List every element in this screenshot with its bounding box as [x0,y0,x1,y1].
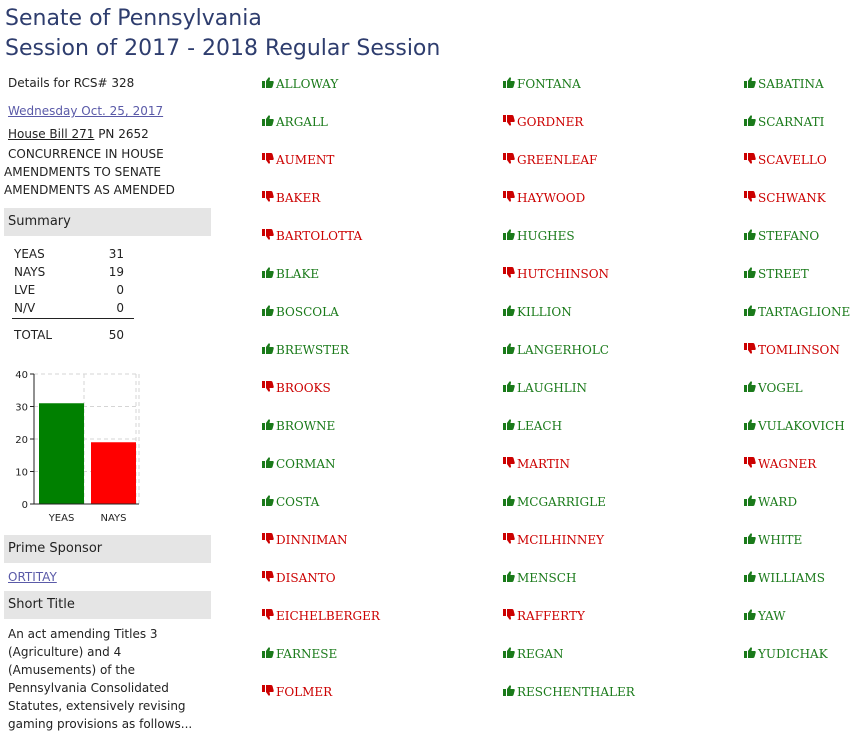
thumbs-down-icon [503,267,517,281]
senator-vote-corman [262,457,336,471]
senator-vote-vulakovich [744,419,845,433]
senator-vote-folmer [262,685,332,699]
bar-yeas [39,403,84,504]
senator-vote-hutchinson [503,267,609,281]
title-line-2: Session of 2017 - 2018 Regular Session [5,36,441,61]
senator-vote-boscola [262,305,339,319]
thumbs-up-icon [262,495,276,509]
thumbs-down-icon [744,153,758,167]
summary-yeas-value: 31 [108,247,124,261]
senator-name: TARTAGLIONE [758,305,851,319]
senator-name: VOGEL [758,381,803,395]
senator-vote-tomlinson [744,343,840,357]
senator-vote-argall [262,115,328,129]
senator-vote-laughlin [503,381,587,395]
senator-name: GREENLEAF [517,153,598,167]
x-tick-label: NAYS [100,513,127,524]
senator-vote-stefano [744,229,819,243]
senator-name: WHITE [758,533,803,547]
y-tick-label: 30 [15,402,28,414]
senator-vote-fontana [503,77,581,91]
y-tick-label: 20 [15,435,28,446]
thumbs-up-icon [503,77,517,91]
senator-vote-mcilhinney [503,533,604,547]
senator-name: SCAVELLO [758,153,827,167]
thumbs-up-icon [503,419,517,433]
senator-vote-ward [744,495,797,509]
senator-name: GORDNER [517,115,584,129]
summary-lve-label: LVE [14,283,36,297]
thumbs-down-icon [262,533,276,547]
senator-vote-greenleaf [503,153,597,167]
senator-name: EICHELBERGER [276,609,380,623]
senator-vote-regan [503,647,564,661]
senator-name: LAUGHLIN [517,381,588,395]
senator-name: ALLOWAY [276,77,339,91]
thumbs-up-icon [744,229,758,243]
senator-name: COSTA [276,495,320,509]
senator-name: STEFANO [758,229,820,243]
senator-name: ARGALL [276,115,328,129]
senator-vote-mensch [503,571,576,585]
senator-name: SCARNATI [758,115,825,129]
senator-vote-williams [744,571,825,585]
vote-bar-chart [4,365,154,530]
summary-nays-value: 19 [108,265,124,279]
thumbs-down-icon [503,533,517,547]
thumbs-up-icon [503,229,517,243]
thumbs-up-icon [744,609,758,623]
senator-vote-white [744,533,802,547]
thumbs-up-icon [262,647,276,661]
thumbs-up-icon [744,533,758,547]
senator-vote-brooks [262,381,331,395]
thumbs-up-icon [262,419,276,433]
summary-total-value: 50 [108,328,124,342]
senator-vote-hughes [503,229,575,243]
x-tick-label: YEAS [48,513,75,524]
senator-name: FONTANA [517,77,581,91]
senator-name: MCGARRIGLE [517,495,606,509]
senator-vote-vogel [744,381,803,395]
senator-name: MARTIN [517,457,571,471]
senator-vote-yaw [744,609,786,623]
senator-vote-langerholc [503,343,609,357]
senator-name: RESCHENTHALER [517,685,635,699]
thumbs-down-icon [503,609,517,623]
desc-line: AMENDMENTS TO SENATE [4,165,161,179]
thumbs-up-icon [503,343,517,357]
senator-name: DINNIMAN [276,533,348,547]
details-heading: Details for RCS# 328 [8,76,135,90]
senator-name: BOSCOLA [276,305,339,319]
senator-vote-rafferty [503,609,585,623]
senator-name: DISANTO [276,571,336,585]
thumbs-down-icon [262,609,276,623]
prime-sponsor-heading: Prime Sponsor [4,535,211,563]
thumbs-down-icon [262,571,276,585]
senator-name: HUTCHINSON [517,267,610,281]
senator-name: VULAKOVICH [758,419,845,433]
bill-pn: PN 2652 [94,127,149,141]
bar-nays [91,442,136,504]
thumbs-down-icon [503,153,517,167]
thumbs-up-icon [503,571,517,585]
thumbs-up-icon [744,419,758,433]
senator-name: WILLIAMS [758,571,825,585]
thumbs-up-icon [744,77,758,91]
senator-vote-browne [262,419,335,433]
senator-name: LEACH [517,419,563,433]
senator-vote-scarnati [744,115,824,129]
senator-name: KILLION [517,305,572,319]
short-title-text: An act amending Titles 3 (Agriculture) and 4 (Amusements) of the Pennsylvania Consolidated Statutes, extensively revising gaming provisions as follows... [8,627,193,731]
page-title [5,4,440,64]
bill-link[interactable]: House Bill 271 [8,127,95,141]
senator-vote-tartaglione [744,305,850,319]
thumbs-down-icon [503,115,517,129]
thumbs-up-icon [744,305,758,319]
summary-lve-value: 0 [116,283,124,297]
senator-vote-wagner [744,457,816,471]
senator-name: SABATINA [758,77,824,91]
thumbs-up-icon [262,305,276,319]
y-tick-label: 10 [15,467,28,479]
summary-divider [12,318,134,319]
thumbs-down-icon [744,343,758,357]
senator-vote-gordner [503,115,583,129]
senator-vote-reschenthaler [503,685,635,699]
thumbs-down-icon [262,229,276,243]
y-tick-label: 0 [21,500,28,511]
senator-name: YAW [758,609,786,623]
thumbs-up-icon [262,343,276,357]
senator-name: REGAN [517,647,564,661]
thumbs-down-icon [503,457,517,471]
senator-name: SCHWANK [758,191,826,205]
summary-nv-value: 0 [116,301,124,315]
thumbs-down-icon [262,153,276,167]
senator-name: BREWSTER [276,343,349,357]
thumbs-down-icon [262,685,276,699]
thumbs-up-icon [262,457,276,471]
senator-name: BARTOLOTTA [276,229,363,243]
senator-name: STREET [758,267,809,281]
thumbs-up-icon [744,381,758,395]
senator-vote-baker [262,191,320,205]
senator-vote-haywood [503,191,585,205]
senator-name: WAGNER [758,457,817,471]
prime-sponsor-link[interactable]: ORTITAY [8,570,57,584]
desc-line: CONCURRENCE IN HOUSE [8,147,164,161]
senator-vote-schwank [744,191,826,205]
senator-name: AUMENT [276,153,335,167]
senator-vote-dinniman [262,533,348,547]
senator-vote-mcgarrigle [503,495,606,509]
senator-vote-blake [262,267,319,281]
title-line-1: Senate of Pennsylvania [5,6,262,31]
senator-vote-killion [503,305,572,319]
y-tick-label: 40 [15,370,28,381]
thumbs-up-icon [744,571,758,585]
vote-description [4,145,204,199]
senator-name: CORMAN [276,457,336,471]
thumbs-down-icon [262,191,276,205]
senator-name: HUGHES [517,229,575,243]
senator-name: TOMLINSON [758,343,840,357]
senator-name: YUDICHAK [758,647,828,661]
senator-vote-bartolotta [262,229,362,243]
thumbs-up-icon [744,495,758,509]
senator-vote-costa [262,495,319,509]
senator-vote-sabatina [744,77,824,91]
thumbs-down-icon [744,191,758,205]
senator-name: RAFFERTY [517,609,585,623]
thumbs-up-icon [744,267,758,281]
senator-vote-brewster [262,343,349,357]
thumbs-down-icon [503,191,517,205]
senator-vote-scavello [744,153,827,167]
senator-name: FARNESE [276,647,338,661]
senator-vote-martin [503,457,570,471]
thumbs-up-icon [744,647,758,661]
thumbs-up-icon [262,115,276,129]
senator-name: FOLMER [276,685,333,699]
senator-vote-street [744,267,809,281]
summary-nv-label: N/V [14,301,36,315]
thumbs-up-icon [744,115,758,129]
senator-vote-eichelberger [262,609,380,623]
summary-nays-label: NAYS [14,265,46,279]
senator-name: WARD [758,495,798,509]
thumbs-up-icon [503,381,517,395]
senator-vote-yudichak [744,647,828,661]
senator-name: HAYWOOD [517,191,586,205]
thumbs-up-icon [262,77,276,91]
senator-name: BAKER [276,191,321,205]
short-title-heading: Short Title [4,591,211,619]
senator-name: BROWNE [276,419,336,433]
thumbs-up-icon [262,267,276,281]
bill-line [8,127,149,141]
summary-heading: Summary [4,208,211,236]
thumbs-down-icon [744,457,758,471]
senator-vote-farnese [262,647,337,661]
senator-name: LANGERHOLC [517,343,609,357]
senator-name: BLAKE [276,267,320,281]
summary-yeas-label: YEAS [14,247,45,261]
vote-date-link[interactable]: Wednesday Oct. 25, 2017 [8,104,164,118]
thumbs-up-icon [503,647,517,661]
senator-vote-disanto [262,571,336,585]
senator-vote-aument [262,153,334,167]
senator-vote-leach [503,419,562,433]
thumbs-down-icon [262,381,276,395]
thumbs-up-icon [503,495,517,509]
thumbs-up-icon [503,305,517,319]
thumbs-up-icon [503,685,517,699]
summary-total-label: TOTAL [14,328,53,342]
senator-name: BROOKS [276,381,331,395]
senator-name: MENSCH [517,571,577,585]
desc-line: AMENDMENTS AS AMENDED [4,183,175,197]
senator-vote-alloway [262,77,338,91]
senator-name: MCILHINNEY [517,533,605,547]
